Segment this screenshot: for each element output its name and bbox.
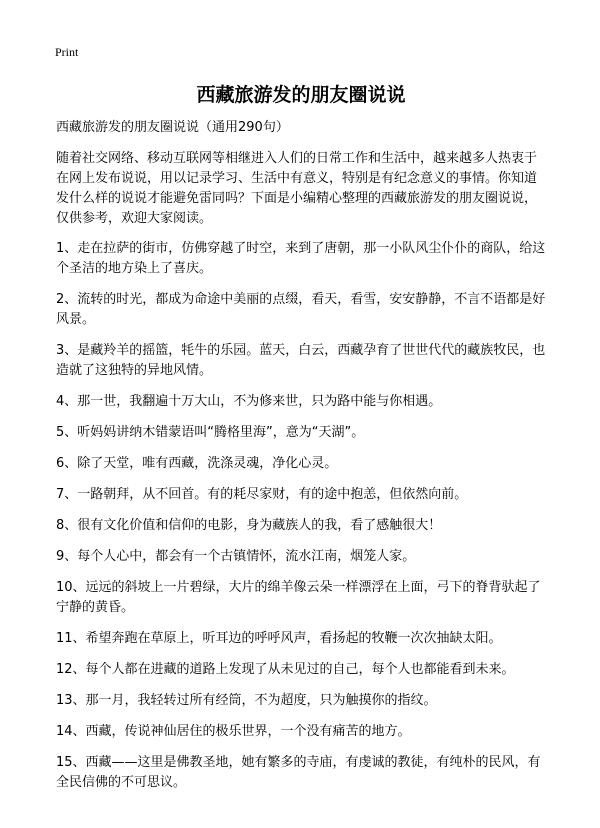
document-title: 西藏旅游发的朋友圈说说 — [196, 84, 406, 106]
list-item: 4、那一世，我翻遍十万大山，不为修来世，只为路中能与你相遇。 — [56, 394, 442, 409]
list-item: 9、每个人心中，都会有一个古镇情怀，流水江南，烟笼人家。 — [56, 549, 416, 564]
print-label: Print — [55, 45, 79, 59]
list-item: 6、除了天堂，唯有西藏，洗涤灵魂，净化心灵。 — [56, 456, 338, 471]
list-item: 14、西藏，传说神仙居住的极乐世界，一个没有痛苦的地方。 — [56, 724, 411, 739]
item-list — [56, 239, 546, 793]
document-subtitle: 西藏旅游发的朋友圈说说（通用290句） — [56, 120, 289, 135]
list-item: 10、远远的斜坡上一片碧绿，大片的绵羊像云朵一样漂浮在上面，弓下的脊背驮起了宁静的黄昏。 — [56, 580, 541, 615]
intro-paragraph: 随着社交网络、移动互联网等相继进入人们的日常工作和生活中，越来越多人热衷于在网上发布说说，用以记录学习、生活中有意义，特别是有纪念意义的事情。你知道发什么样的说说才能避免雷同吗？下面是小编精心整理的西藏旅游发的朋友圈说说，仅供参考，欢迎大家阅读。 — [56, 151, 538, 226]
list-item: 2、流转的时光，都成为命途中美丽的点缀，看天，看雪，安安静静，不言不语都是好风景。 — [56, 292, 546, 327]
list-item: 15、西藏——这里是佛教圣地，她有繁多的寺庙，有虔诚的教徒，有纯朴的民风，有全民信佛的不可思议。 — [56, 755, 541, 790]
list-item: 1、走在拉萨的街市，仿佛穿越了时空，来到了唐朝，那一小队风尘仆仆的商队，给这个圣洁的地方染上了喜庆。 — [56, 241, 546, 276]
list-item: 13、那一月，我轻转过所有经筒，不为超度，只为触摸你的指纹。 — [56, 693, 437, 708]
list-item: 11、希望奔跑在草原上，听耳边的呼呼风声，看扬起的牧鞭一次次抽缺太阳。 — [56, 631, 502, 646]
list-item: 5、听妈妈讲纳木错蒙语叫“腾格里海”，意为“天湖”。 — [56, 425, 365, 440]
list-item: 3、是藏羚羊的摇篮，牦牛的乐园。蓝天，白云，西藏孕育了世世代代的藏族牧民，也造就了这独特的异地风情。 — [56, 343, 546, 378]
list-item: 7、一路朝拜，从不回首。有的耗尽家财，有的途中抱恙，但依然向前。 — [56, 487, 468, 502]
list-item: 8、很有文化价值和信仰的电影，身为藏族人的我，看了感触很大！ — [56, 518, 442, 533]
list-item: 12、每个人都在进藏的道路上发现了从未见过的自己，每个人也都能看到未来。 — [56, 662, 515, 677]
